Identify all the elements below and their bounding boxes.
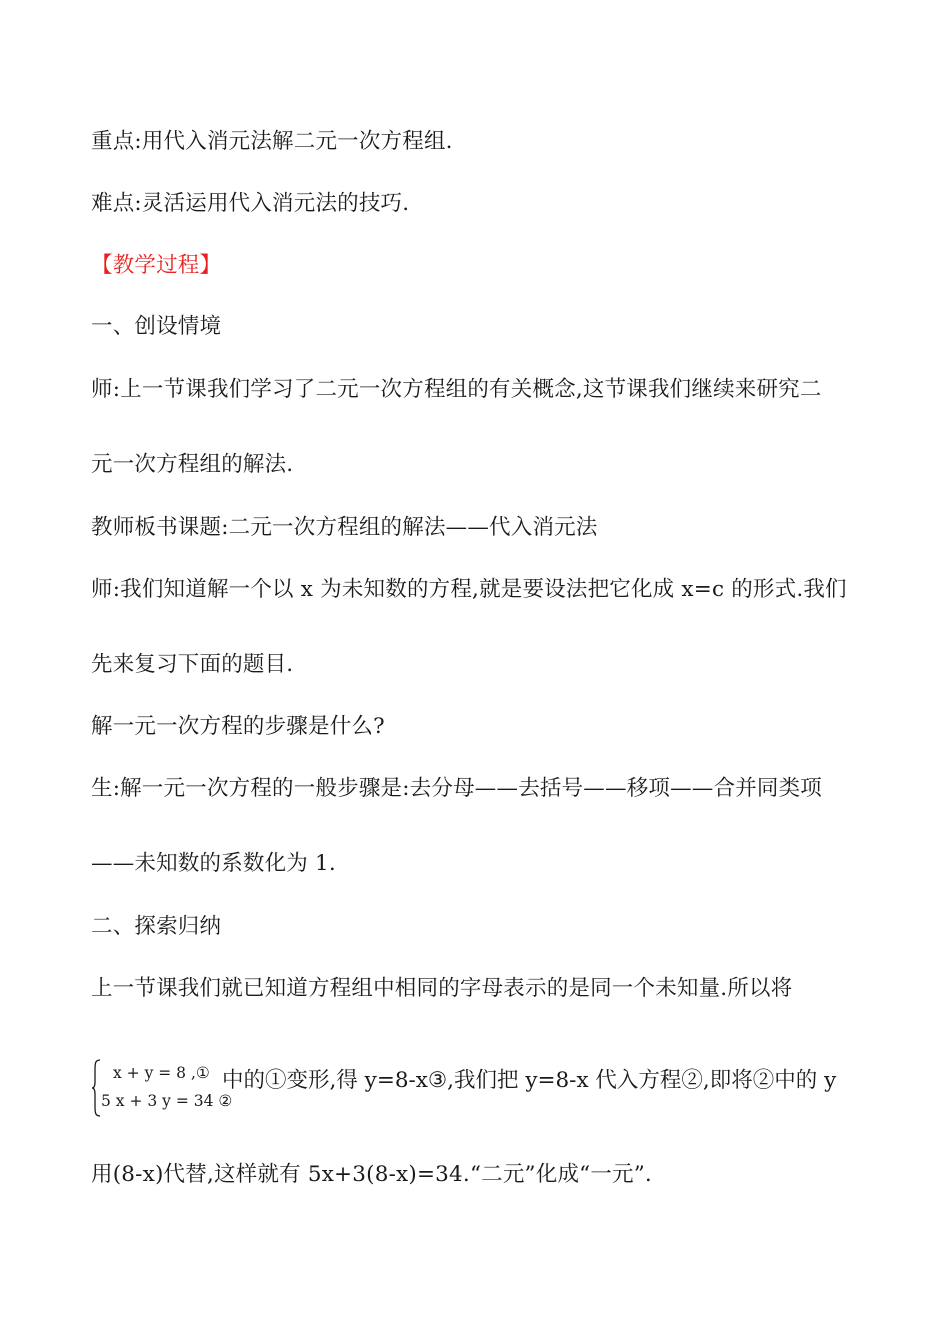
student-answer-line-1: 生:解一元一次方程的一般步骤是:去分母——去括号——移项——合并同类项 xyxy=(91,776,822,801)
board-title-paragraph: 教师板书课题:二元一次方程组的解法——代入消元法 xyxy=(91,515,598,540)
equation-1: x + y = 8 ,① xyxy=(113,1064,210,1082)
explore-line-2: 中的①变形,得 y=8-x③,我们把 y=8-x 代入方程②,即将②中的 y xyxy=(222,1068,837,1093)
review-question: 解一元一次方程的步骤是什么? xyxy=(91,714,385,739)
teacher-intro-line-1: 师:上一节课我们学习了二元一次方程组的有关概念,这节课我们继续来研究二 xyxy=(91,377,822,402)
teaching-process-heading: 【教学过程】 xyxy=(91,253,222,278)
teacher-question-line-2: 先来复习下面的题目. xyxy=(91,652,294,677)
equation-system xyxy=(91,1058,233,1118)
student-answer-line-2: ——未知数的系数化为 1. xyxy=(91,851,336,876)
part2-heading: 二、探索归纳 xyxy=(91,914,222,939)
explore-line-3: 用(8-x)代替,这样就有 5x+3(8-x)=34.“二元”化成“一元”. xyxy=(91,1162,652,1187)
teacher-intro-line-2: 元一次方程组的解法. xyxy=(91,452,294,477)
equation-2: 5 x + 3 y = 34 ② xyxy=(101,1092,233,1110)
part1-heading: 一、创设情境 xyxy=(91,314,222,339)
explore-line-1: 上一节课我们就已知道方程组中相同的字母表示的是同一个未知量.所以将 xyxy=(91,976,793,1001)
difficult-point-paragraph: 难点:灵活运用代入消元法的技巧. xyxy=(91,191,410,216)
teacher-question-line-1: 师:我们知道解一个以 x 为未知数的方程,就是要设法把它化成 x=c 的形式.我们 xyxy=(91,577,847,602)
key-point-paragraph: 重点:用代入消元法解二元一次方程组. xyxy=(91,129,453,154)
